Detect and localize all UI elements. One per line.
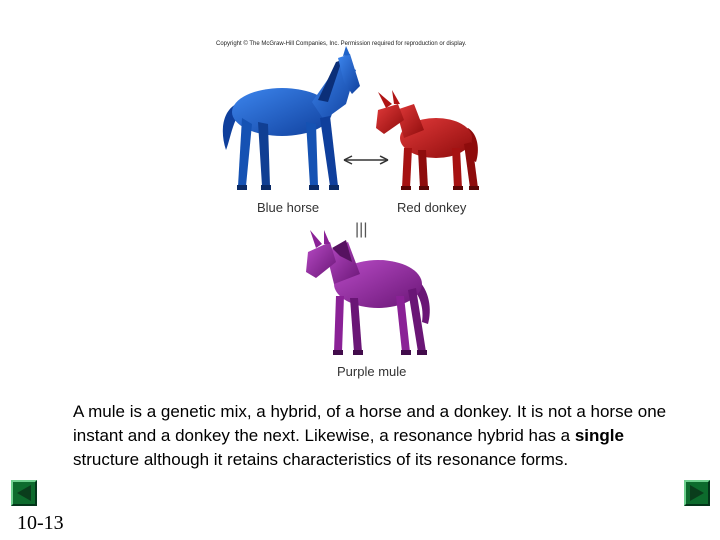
slide-number: 10-13 bbox=[17, 512, 64, 534]
caption-text bbox=[73, 400, 673, 472]
caption-part-1: A mule is a genetic mix, a hybrid, of a horse and a donkey. It is not a horse one instant and a donkey the next. Likewise, a resonance hybrid has a bbox=[73, 402, 667, 445]
blue-horse-image bbox=[223, 46, 360, 190]
caption-bold-word: single bbox=[574, 426, 624, 445]
label-blue-horse: Blue horse bbox=[257, 200, 320, 215]
label-purple-mule: Purple mule bbox=[337, 364, 407, 379]
red-donkey-image bbox=[376, 90, 479, 190]
resonance-equals-symbol: ||| bbox=[355, 221, 368, 238]
triangle-left-icon bbox=[13, 482, 35, 504]
caption-part-2: structure although it retains characteristics of its resonance forms. bbox=[73, 450, 569, 469]
label-red-donkey: Red donkey bbox=[397, 200, 467, 215]
resonance-arrow-icon bbox=[344, 156, 388, 164]
purple-mule-image bbox=[306, 230, 430, 355]
next-slide-button[interactable] bbox=[684, 480, 710, 506]
previous-slide-button[interactable] bbox=[11, 480, 37, 506]
copyright-notice: Copyright © The McGraw-Hill Companies, Inc. Permission required for reproduction or display. bbox=[216, 41, 467, 47]
triangle-right-icon bbox=[686, 482, 708, 504]
